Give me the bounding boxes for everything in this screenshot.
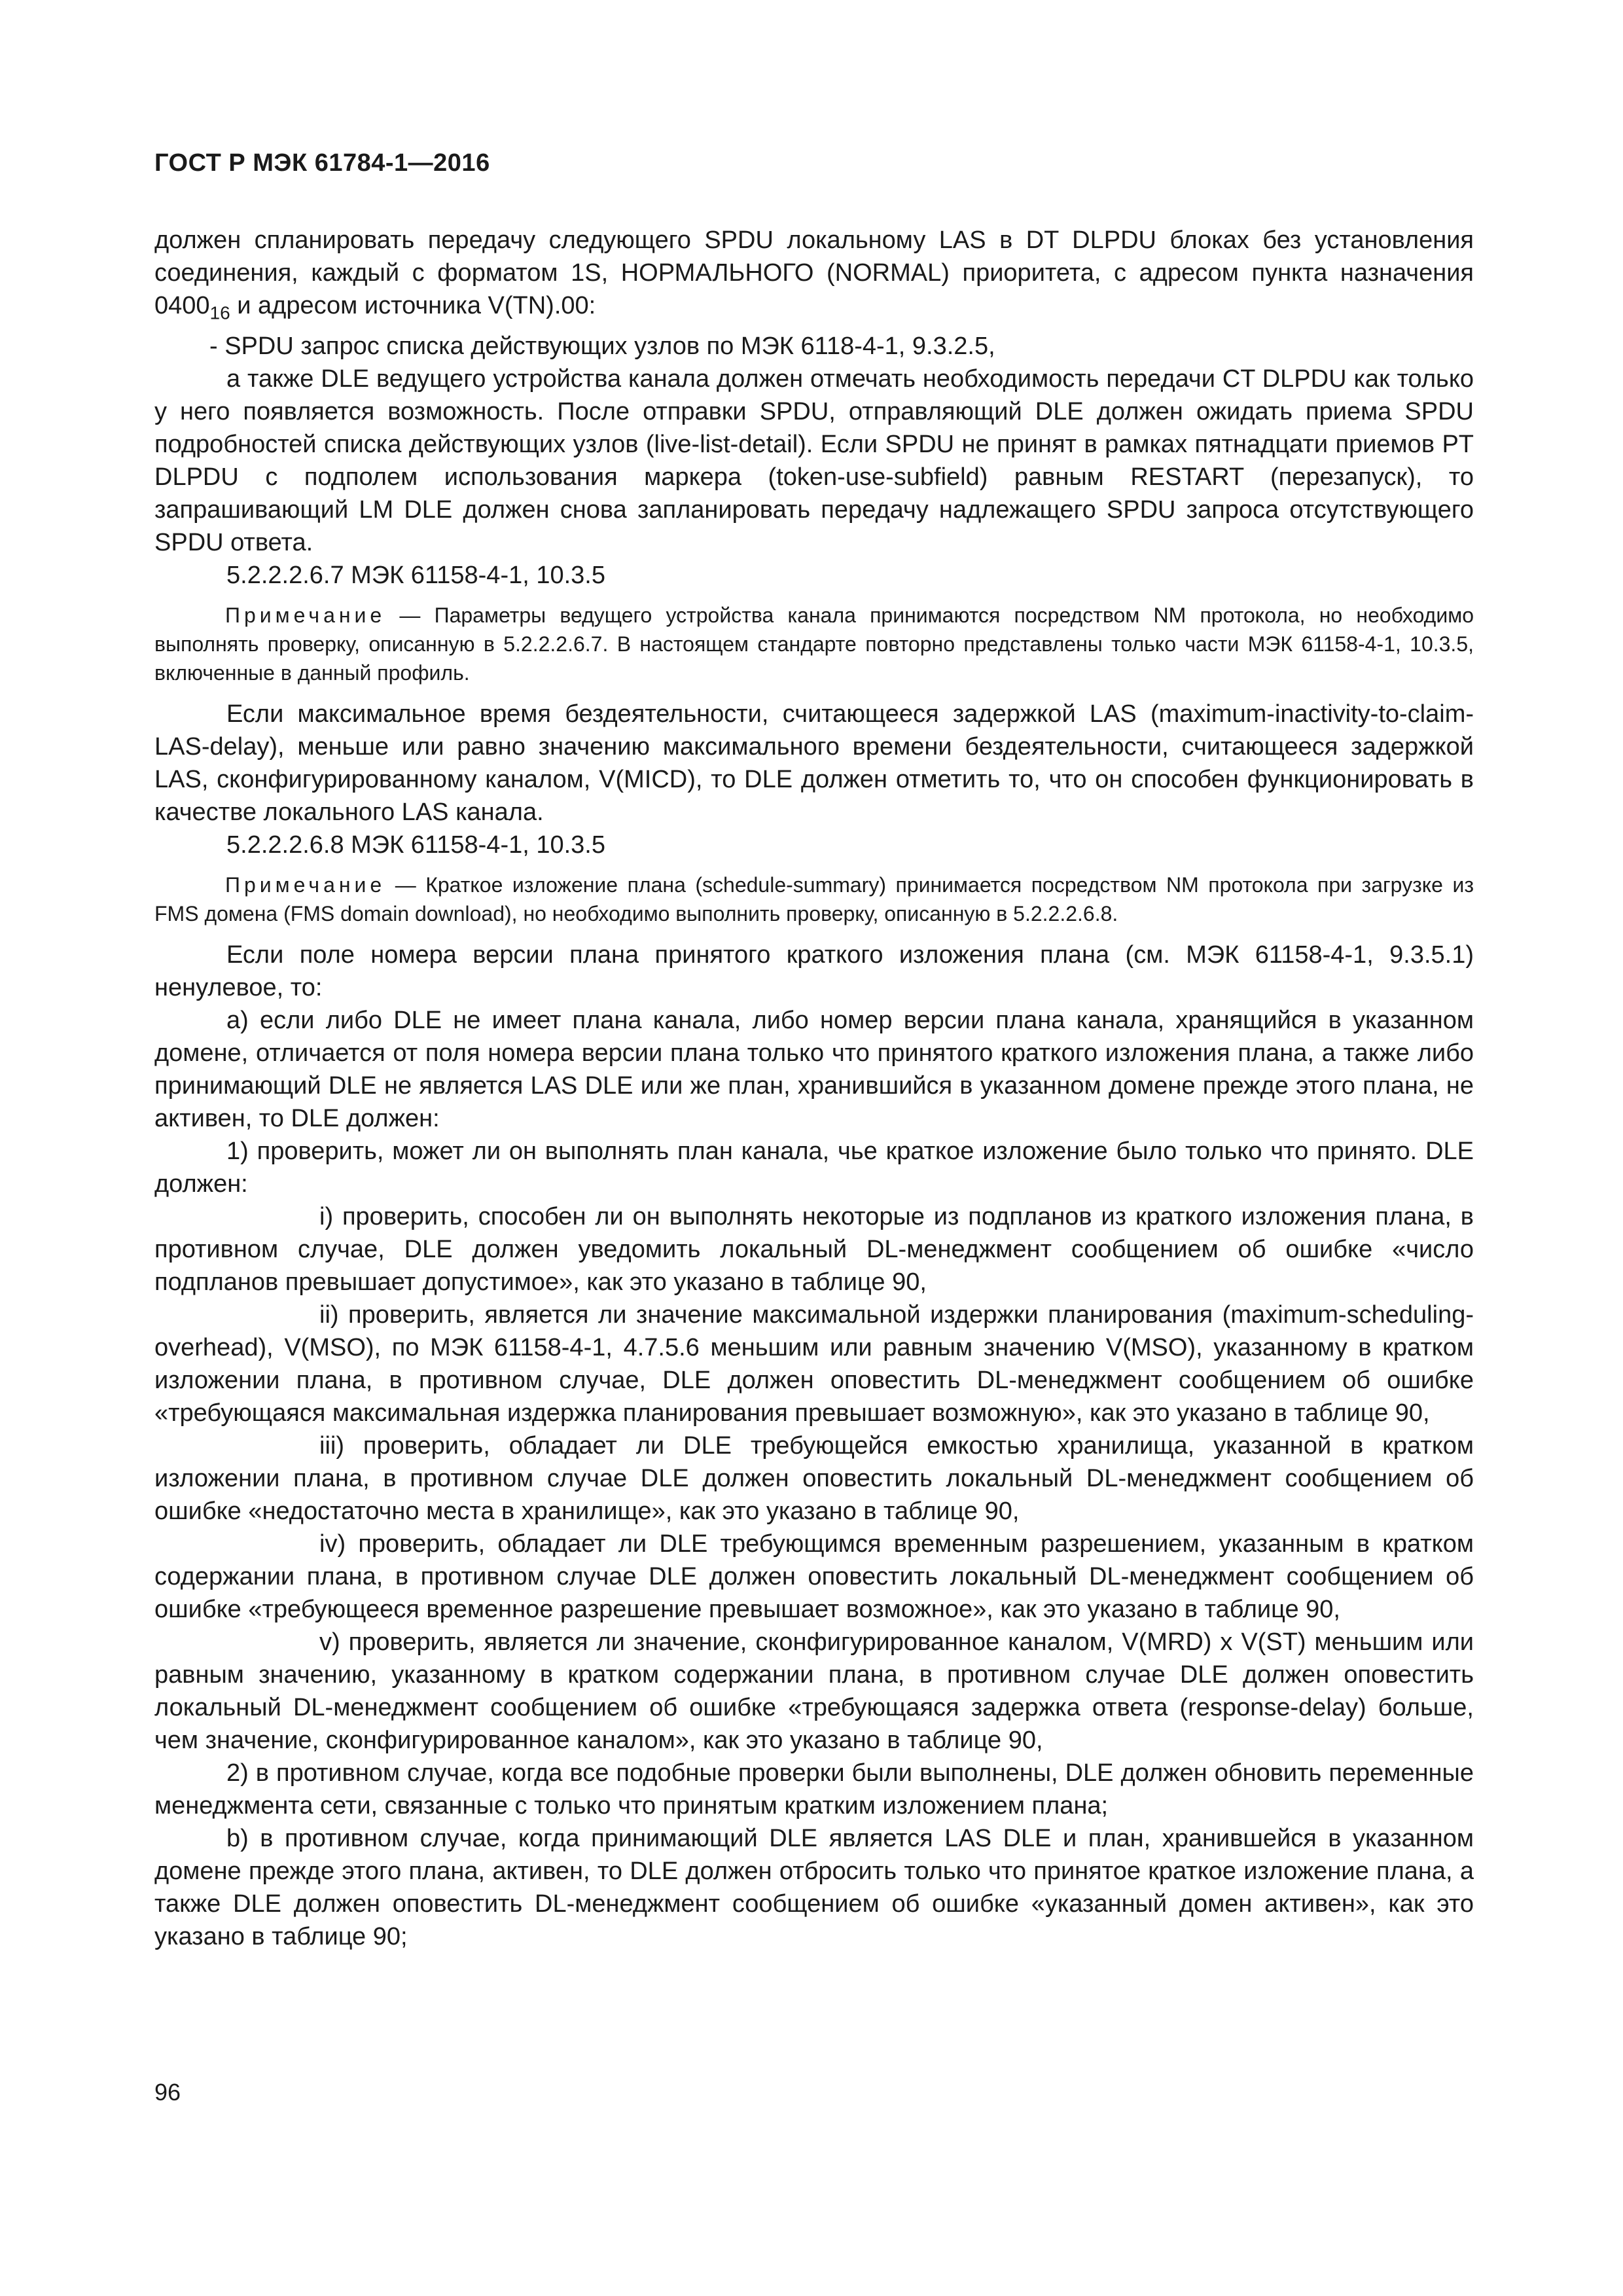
paragraph: а также DLE ведущего устройства канала должен отмечать необходимость передачи CT DLPDU как только у него появляется возможность. После отправки SPDU, отправляющий DLE должен ожидать приема SPDU подробностей списка действующих узлов (live-list-detail). Если SPDU не принят в рамках пятнадцати приемов PT DLPDU с подполем использования маркера (token-use-subfield) равным RESTART (перезапуск), то запрашивающий LM DLE должен снова запланировать передачу надлежащего SPDU запроса отсутствующего SPDU ответа. bbox=[154, 365, 1474, 556]
list-item: v) проверить, является ли значение, сконфигурированное каналом, V(MRD) x V(ST) меньшим или равным значению, указанному в кратком содержании плана, в противном случае DLE должен оповестить локальный DL-менеджмент сообщением об ошибке «требующаяся задержка ответа (response-delay) больше, чем значение, сконфигурированное каналом», как это указано в таблице 90, bbox=[154, 1628, 1474, 1754]
list-item: b) в противном случае, когда принимающий DLE является LAS DLE и план, хранившейся в указанном домене прежде этого плана, активен, то DLE должен отбросить только что принятое краткое изложение плана, а также DLE должен оповестить DL-менеджмент сообщением об ошибке «указанный домен активен», как это указано в таблице 90; bbox=[154, 1824, 1474, 1950]
note-text: — Краткое изложение плана (schedule-summary) принимается посредством NM протокола при загрузке из FMS домена (FMS domain download), но необходимо выполнить проверку, описанную в 5.2.2.2.6.8. bbox=[154, 872, 1474, 925]
note-text: — Параметры ведущего устройства канала принимаются посредством NM протокола, но необходимо выполнять проверку, описанную в 5.2.2.2.6.7. В настоящем стандарте повторно представлены только части МЭК 61158-4-1, 10.3.5, включенные в данный профиль. bbox=[154, 603, 1474, 685]
note bbox=[154, 870, 1474, 928]
subscript: 16 bbox=[209, 302, 230, 323]
list-item: iv) проверить, обладает ли DLE требующимся временным разрешением, указанным в кратком содержании плана, в противном случае DLE должен оповестить локальный DL-менеджмент сообщением об ошибке «требующееся временное разрешение превышает возможное», как это указано в таблице 90, bbox=[154, 1530, 1474, 1623]
note-label: Примечание bbox=[225, 872, 386, 897]
document-header: ГОСТ Р МЭК 61784-1—2016 bbox=[154, 149, 490, 177]
list-item: - SPDU запрос списка действующих узлов по МЭК 6118-4-1, 9.3.2.5, bbox=[209, 332, 995, 360]
list-item: iii) проверить, обладает ли DLE требующейся емкостью хранилища, указанной в кратком изложении плана, в противном случае DLE должен оповестить локальный DL-менеджмент сообщением об ошибке «недостаточно места в хранилище», как это указано в таблице 90, bbox=[154, 1431, 1474, 1525]
list-item: ii) проверить, является ли значение максимальной издержки планирования (maximum-scheduling-overhead), V(MSO), по МЭК 61158-4-1, 4.7.5.6 меньшим или равным значению V(MSO), указанному в кратком изложении плана, в противном случае, DLE должен оповестить DL-менеджмент сообщением об ошибке «требующаяся максимальная издержка планирования превышает возможную», как это указано в таблице 90, bbox=[154, 1300, 1474, 1427]
note bbox=[154, 601, 1474, 687]
paragraph-text: должен спланировать передачу следующего SPDU локальному LAS в DT DLPDU блоках без установления соединения, каждый с форматом 1S, НОРМАЛЬНОГО (NORMAL) приоритета, с адресом пункта назначения 0400 bbox=[154, 226, 1474, 319]
list-item: 1) проверить, может ли он выполнять план канала, чье краткое изложение было только что принято. DLE должен: bbox=[154, 1137, 1474, 1198]
section-reference: 5.2.2.2.6.8 МЭК 61158-4-1, 10.3.5 bbox=[226, 831, 605, 859]
paragraph: Если поле номера версии плана принятого краткого изложения плана (см. МЭК 61158-4-1, 9.3.5.1) ненулевое, то: bbox=[154, 941, 1474, 1001]
list-item: 2) в противном случае, когда все подобные проверки были выполнены, DLE должен обновить переменные менеджмента сети, связанные с только что принятым кратким изложением плана; bbox=[154, 1759, 1474, 1820]
note-label: Примечание bbox=[225, 603, 386, 627]
page-number: 96 bbox=[154, 2079, 181, 2106]
paragraph bbox=[154, 224, 1474, 330]
list-item: а) если либо DLE не имеет плана канала, либо номер версии плана канала, хранящийся в указанном домене, отличается от поля номера версии плана только что принятого краткого изложения плана, а также либо принимающий DLE не является LAS DLE или же план, хранившийся в указанном домене прежде этого плана, не активен, то DLE должен: bbox=[154, 1006, 1474, 1132]
section-reference: 5.2.2.2.6.7 МЭК 61158-4-1, 10.3.5 bbox=[226, 561, 605, 589]
list-item: i) проверить, способен ли он выполнять некоторые из подпланов из краткого изложения плана, в противном случае, DLE должен уведомить локальный DL-менеджмент сообщением об ошибке «число подпланов превышает допустимое», как это указано в таблице 90, bbox=[154, 1202, 1474, 1296]
page-body bbox=[154, 224, 1474, 1953]
paragraph-text: и адресом источника V(TN).00: bbox=[230, 292, 596, 319]
paragraph: Если максимальное время бездеятельности, считающееся задержкой LAS (maximum-inactivity-to-claim-LAS-delay), меньше или равно значению максимального времени бездеятельности, считающееся задержкой LAS, сконфигурированному каналом, V(MICD), то DLE должен отметить то, что он способен функционировать в качестве локального LAS канала. bbox=[154, 700, 1474, 826]
